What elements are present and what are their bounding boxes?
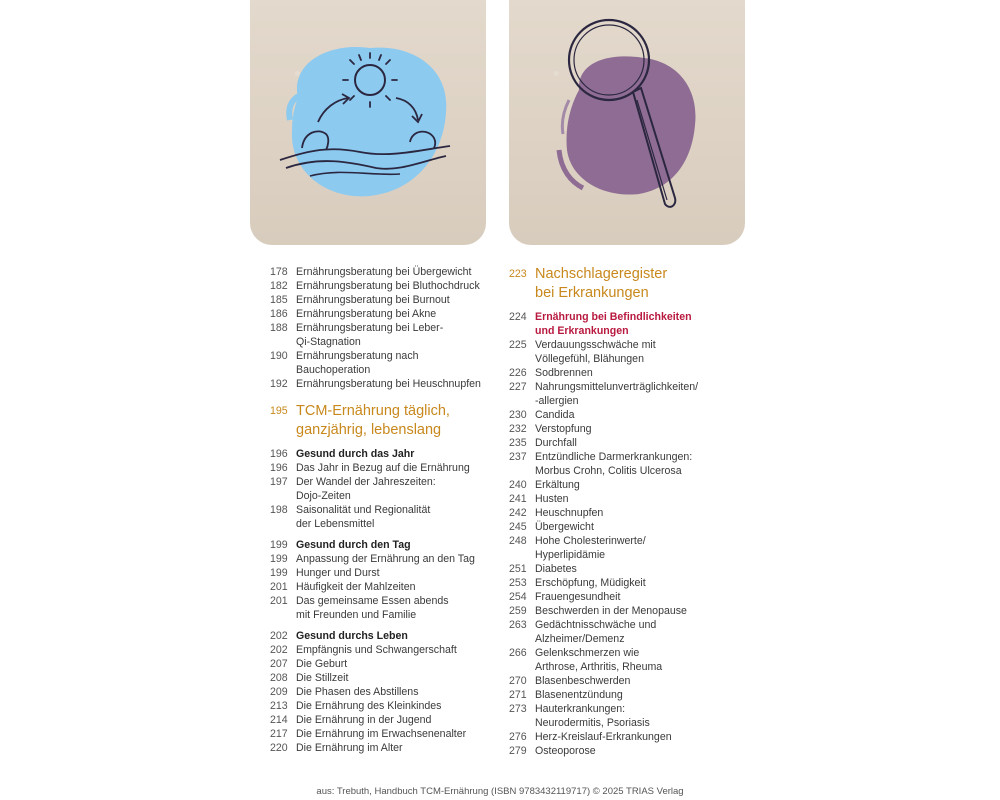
entry-title-line: Ernährungsberatung bei Burnout bbox=[296, 294, 450, 306]
toc-entry bbox=[509, 478, 749, 492]
entry-title bbox=[535, 520, 749, 534]
entry-title bbox=[535, 366, 749, 380]
entry-title bbox=[296, 402, 495, 440]
toc-entry bbox=[509, 506, 749, 520]
toc-entry bbox=[270, 377, 495, 391]
entry-title-line: Hyperlipidämie bbox=[535, 549, 606, 561]
toc-entry bbox=[270, 671, 495, 685]
toc-entry bbox=[270, 713, 495, 727]
entry-title bbox=[296, 349, 495, 377]
page-number: 192 bbox=[270, 378, 288, 390]
page-number: 270 bbox=[509, 675, 527, 687]
entry-title bbox=[296, 643, 495, 657]
entry-title bbox=[296, 629, 495, 643]
entry-title bbox=[535, 450, 749, 478]
page-number: 208 bbox=[270, 672, 288, 684]
entry-title bbox=[535, 408, 749, 422]
entry-title bbox=[296, 552, 495, 566]
entry-title bbox=[296, 685, 495, 699]
sun-cycle-icon bbox=[250, 0, 486, 245]
entry-title bbox=[535, 422, 749, 436]
toc-entry bbox=[270, 293, 495, 307]
entry-title-line: Sodbrennen bbox=[535, 367, 593, 379]
page-number: 232 bbox=[509, 423, 527, 435]
page-number: 266 bbox=[509, 647, 527, 659]
entry-title bbox=[535, 436, 749, 450]
entry-title bbox=[296, 727, 495, 741]
toc-entry bbox=[509, 590, 749, 604]
entry-title bbox=[535, 590, 749, 604]
page-number: 199 bbox=[270, 539, 288, 551]
entry-title bbox=[535, 618, 749, 646]
page-number: 254 bbox=[509, 591, 527, 603]
page-number: 263 bbox=[509, 619, 527, 631]
entry-title bbox=[535, 380, 749, 408]
entry-title bbox=[296, 699, 495, 713]
entry-title-line: Die Geburt bbox=[296, 658, 348, 670]
entry-title-line: Dojo-Zeiten bbox=[296, 490, 351, 502]
entry-title-line: Das Jahr in Bezug auf die Ernährung bbox=[296, 462, 470, 474]
page-number: 196 bbox=[270, 448, 288, 460]
page-number: 223 bbox=[509, 268, 527, 280]
toc-entry bbox=[509, 576, 749, 590]
page-number: 240 bbox=[509, 479, 527, 491]
entry-title-line: Völlegefühl, Blähungen bbox=[535, 353, 644, 365]
entry-title-line: Gedächtnisschwäche und bbox=[535, 619, 657, 631]
entry-title bbox=[296, 566, 495, 580]
toc-entry bbox=[270, 321, 495, 349]
entry-title bbox=[535, 702, 749, 730]
entry-title-line: bei Erkrankungen bbox=[535, 285, 649, 301]
entry-title-line: Das gemeinsame Essen abends bbox=[296, 595, 449, 607]
entry-title-line: Die Ernährung des Kleinkindes bbox=[296, 700, 442, 712]
toc-entry bbox=[509, 380, 749, 408]
toc-entry bbox=[509, 688, 749, 702]
page-number: 276 bbox=[509, 731, 527, 743]
toc-entry bbox=[509, 492, 749, 506]
page-number: 178 bbox=[270, 266, 288, 278]
page-number: 202 bbox=[270, 630, 288, 642]
toc-entry bbox=[509, 730, 749, 744]
entry-title bbox=[296, 293, 495, 307]
entry-title-line: Hohe Cholesterinwerte/ bbox=[535, 535, 646, 547]
toc-entry bbox=[270, 699, 495, 713]
page-number: 201 bbox=[270, 595, 288, 607]
entry-title-line: Die Phasen des Abstillens bbox=[296, 686, 419, 698]
entry-title bbox=[296, 713, 495, 727]
entry-title-line: Ernährungsberatung bei Bluthochdruck bbox=[296, 280, 480, 292]
entry-title bbox=[535, 338, 749, 366]
page-number: 279 bbox=[509, 745, 527, 757]
entry-title-line: Gelenkschmerzen wie bbox=[535, 647, 640, 659]
page-number: 224 bbox=[509, 311, 527, 323]
entry-title bbox=[535, 562, 749, 576]
entry-title-line: Erkältung bbox=[535, 479, 580, 491]
toc-entry bbox=[270, 629, 495, 643]
entry-title-line: Gesund durch den Tag bbox=[296, 539, 411, 551]
entry-title bbox=[296, 461, 495, 475]
entry-title-line: Die Ernährung in der Jugend bbox=[296, 714, 432, 726]
entry-title bbox=[296, 657, 495, 671]
toc-entry bbox=[509, 674, 749, 688]
toc-entry bbox=[509, 562, 749, 576]
entry-title-line: Arthrose, Arthritis, Rheuma bbox=[535, 661, 663, 673]
page-number: 202 bbox=[270, 644, 288, 656]
entry-title bbox=[535, 688, 749, 702]
page-number: 201 bbox=[270, 581, 288, 593]
entry-title-line: Qi-Stagnation bbox=[296, 336, 361, 348]
toc-entry bbox=[509, 646, 749, 674]
entry-title bbox=[296, 503, 495, 531]
page-number: 248 bbox=[509, 535, 527, 547]
entry-title bbox=[535, 604, 749, 618]
entry-title-line: Bauchoperation bbox=[296, 364, 371, 376]
entry-title bbox=[535, 265, 749, 303]
entry-title bbox=[535, 492, 749, 506]
entry-title-line: Häufigkeit der Mahlzeiten bbox=[296, 581, 416, 593]
page-number: 227 bbox=[509, 381, 527, 393]
toc-entry bbox=[270, 475, 495, 503]
toc-entry bbox=[509, 702, 749, 730]
page-number: 182 bbox=[270, 280, 288, 292]
entry-title-line: Erschöpfung, Müdigkeit bbox=[535, 577, 646, 589]
entry-title-line: Heuschnupfen bbox=[535, 507, 604, 519]
page-number: 235 bbox=[509, 437, 527, 449]
entry-title bbox=[535, 730, 749, 744]
page-number: 195 bbox=[270, 405, 288, 417]
toc-section-heading bbox=[270, 402, 495, 440]
page-number: 199 bbox=[270, 567, 288, 579]
entry-title bbox=[535, 744, 749, 758]
toc-entry bbox=[509, 408, 749, 422]
entry-title bbox=[296, 475, 495, 503]
toc-entry bbox=[509, 338, 749, 366]
toc-column-right bbox=[509, 265, 749, 758]
toc-entry bbox=[509, 310, 749, 338]
entry-title-line: Entzündliche Darmerkrankungen: bbox=[535, 451, 693, 463]
page-number: 207 bbox=[270, 658, 288, 670]
entry-title bbox=[296, 447, 495, 461]
entry-title-line: Herz-Kreislauf-Erkrankungen bbox=[535, 731, 672, 743]
entry-title-line: Hunger und Durst bbox=[296, 567, 380, 579]
toc-entry bbox=[270, 685, 495, 699]
page-number: 186 bbox=[270, 308, 288, 320]
toc-entry bbox=[509, 520, 749, 534]
toc-entry bbox=[509, 436, 749, 450]
toc-entry bbox=[509, 450, 749, 478]
toc-entry bbox=[270, 265, 495, 279]
entry-title bbox=[296, 279, 495, 293]
toc-entry bbox=[270, 657, 495, 671]
toc-entry bbox=[270, 727, 495, 741]
entry-title bbox=[535, 478, 749, 492]
toc-entry bbox=[270, 447, 495, 461]
toc-column-left bbox=[270, 265, 495, 755]
toc-entry bbox=[270, 552, 495, 566]
toc-entry bbox=[509, 422, 749, 436]
toc-entry bbox=[509, 604, 749, 618]
page-number: 226 bbox=[509, 367, 527, 379]
entry-title-line: Husten bbox=[535, 493, 569, 505]
page-number: 209 bbox=[270, 686, 288, 698]
toc-entry bbox=[270, 741, 495, 755]
entry-title-line: Blasenbeschwerden bbox=[535, 675, 631, 687]
page-number: 273 bbox=[509, 703, 527, 715]
entry-title-line: Die Ernährung im Alter bbox=[296, 742, 403, 754]
entry-title bbox=[296, 377, 495, 391]
entry-title bbox=[535, 534, 749, 562]
page-number: 241 bbox=[509, 493, 527, 505]
page-number: 230 bbox=[509, 409, 527, 421]
page-number: 217 bbox=[270, 728, 288, 740]
page-number: 259 bbox=[509, 605, 527, 617]
toc-section-heading bbox=[509, 265, 749, 303]
toc-entry bbox=[509, 618, 749, 646]
toc-entry bbox=[270, 538, 495, 552]
illustration-card-search bbox=[509, 0, 745, 245]
entry-title-line: Anpassung der Ernährung an den Tag bbox=[296, 553, 475, 565]
toc-entry bbox=[270, 643, 495, 657]
entry-title-line: Durchfall bbox=[535, 437, 577, 449]
toc-entry bbox=[270, 461, 495, 475]
entry-title-line: Ernährung bei Befindlichkeiten bbox=[535, 311, 692, 323]
page-number: 220 bbox=[270, 742, 288, 754]
toc-entry bbox=[270, 566, 495, 580]
page-number: 190 bbox=[270, 350, 288, 362]
toc-entry bbox=[270, 279, 495, 293]
entry-title-line: Verdauungsschwäche mit bbox=[535, 339, 656, 351]
toc-entry bbox=[270, 580, 495, 594]
page-number: 271 bbox=[509, 689, 527, 701]
entry-title-line: Nahrungsmittelunverträglichkeiten/ bbox=[535, 381, 699, 393]
page-number: 199 bbox=[270, 553, 288, 565]
illustration-card-seasons bbox=[250, 0, 486, 245]
entry-title-line: Neurodermitis, Psoriasis bbox=[535, 717, 650, 729]
entry-title-line: Gesund durch das Jahr bbox=[296, 448, 415, 460]
toc-entry bbox=[270, 594, 495, 622]
entry-title-line: der Lebensmittel bbox=[296, 518, 375, 530]
entry-title-line: Candida bbox=[535, 409, 575, 421]
page-number: 197 bbox=[270, 476, 288, 488]
entry-title-line: Diabetes bbox=[535, 563, 577, 575]
page-number: 214 bbox=[270, 714, 288, 726]
entry-title-line: Blasenentzündung bbox=[535, 689, 623, 701]
entry-title-line: TCM-Ernährung täglich, bbox=[296, 403, 450, 419]
page-number: 251 bbox=[509, 563, 527, 575]
entry-title-line: Verstopfung bbox=[535, 423, 592, 435]
entry-title bbox=[296, 321, 495, 349]
entry-title-line: Der Wandel der Jahreszeiten: bbox=[296, 476, 436, 488]
entry-title-line: Die Stillzeit bbox=[296, 672, 349, 684]
entry-title-line: Ernährungsberatung bei Heuschnupfen bbox=[296, 378, 481, 390]
page-number: 253 bbox=[509, 577, 527, 589]
toc-entry bbox=[509, 366, 749, 380]
page-number: 242 bbox=[509, 507, 527, 519]
entry-title-line: Empfängnis und Schwangerschaft bbox=[296, 644, 457, 656]
entry-title-line: Die Ernährung im Erwachsenenalter bbox=[296, 728, 467, 740]
entry-title-line: Nachschlageregister bbox=[535, 266, 668, 282]
entry-title bbox=[296, 307, 495, 321]
toc-entry bbox=[509, 534, 749, 562]
toc-entry bbox=[270, 307, 495, 321]
page-number: 237 bbox=[509, 451, 527, 463]
entry-title-line: mit Freunden und Familie bbox=[296, 609, 417, 621]
entry-title-line: Ernährungsberatung bei Akne bbox=[296, 308, 437, 320]
entry-title bbox=[296, 580, 495, 594]
entry-title-line: Ernährungsberatung nach bbox=[296, 350, 419, 362]
page-number: 188 bbox=[270, 322, 288, 334]
entry-title-line: Frauengesundheit bbox=[535, 591, 621, 603]
entry-title bbox=[535, 576, 749, 590]
entry-title-line: Ernährungsberatung bei Leber- bbox=[296, 322, 444, 334]
entry-title-line: Gesund durchs Leben bbox=[296, 630, 408, 642]
toc-entry bbox=[270, 349, 495, 377]
page-number: 185 bbox=[270, 294, 288, 306]
entry-title-line: Alzheimer/Demenz bbox=[535, 633, 625, 645]
entry-title-line: -allergien bbox=[535, 395, 579, 407]
entry-title-line: Ernährungsberatung bei Übergewicht bbox=[296, 266, 472, 278]
entry-title-line: Übergewicht bbox=[535, 521, 594, 533]
entry-title-line: Beschwerden in der Menopause bbox=[535, 605, 687, 617]
entry-title bbox=[296, 265, 495, 279]
entry-title bbox=[296, 538, 495, 552]
entry-title bbox=[296, 741, 495, 755]
entry-title bbox=[535, 310, 749, 338]
entry-title-line: Saisonalität und Regionalität bbox=[296, 504, 431, 516]
entry-title-line: Hauterkrankungen: bbox=[535, 703, 626, 715]
page-number: 196 bbox=[270, 462, 288, 474]
page-number: 225 bbox=[509, 339, 527, 351]
entry-title bbox=[296, 671, 495, 685]
toc-entry bbox=[270, 503, 495, 531]
entry-title bbox=[535, 674, 749, 688]
page-number: 198 bbox=[270, 504, 288, 516]
entry-title bbox=[296, 594, 495, 622]
entry-title bbox=[535, 646, 749, 674]
entry-title-line: ganzjährig, lebenslang bbox=[296, 422, 442, 438]
page-number: 213 bbox=[270, 700, 288, 712]
entry-title bbox=[535, 506, 749, 520]
copyright-footer: aus: Trebuth, Handbuch TCM-Ernährung (ISBN 9783432119717) © 2025 TRIAS Verlag bbox=[316, 786, 684, 797]
entry-title-line: Osteoporose bbox=[535, 745, 596, 757]
magnifying-glass-icon bbox=[509, 0, 745, 245]
entry-title-line: Morbus Crohn, Colitis Ulcerosa bbox=[535, 465, 682, 477]
entry-title-line: und Erkrankungen bbox=[535, 325, 629, 337]
toc-entry bbox=[509, 744, 749, 758]
page-number: 245 bbox=[509, 521, 527, 533]
